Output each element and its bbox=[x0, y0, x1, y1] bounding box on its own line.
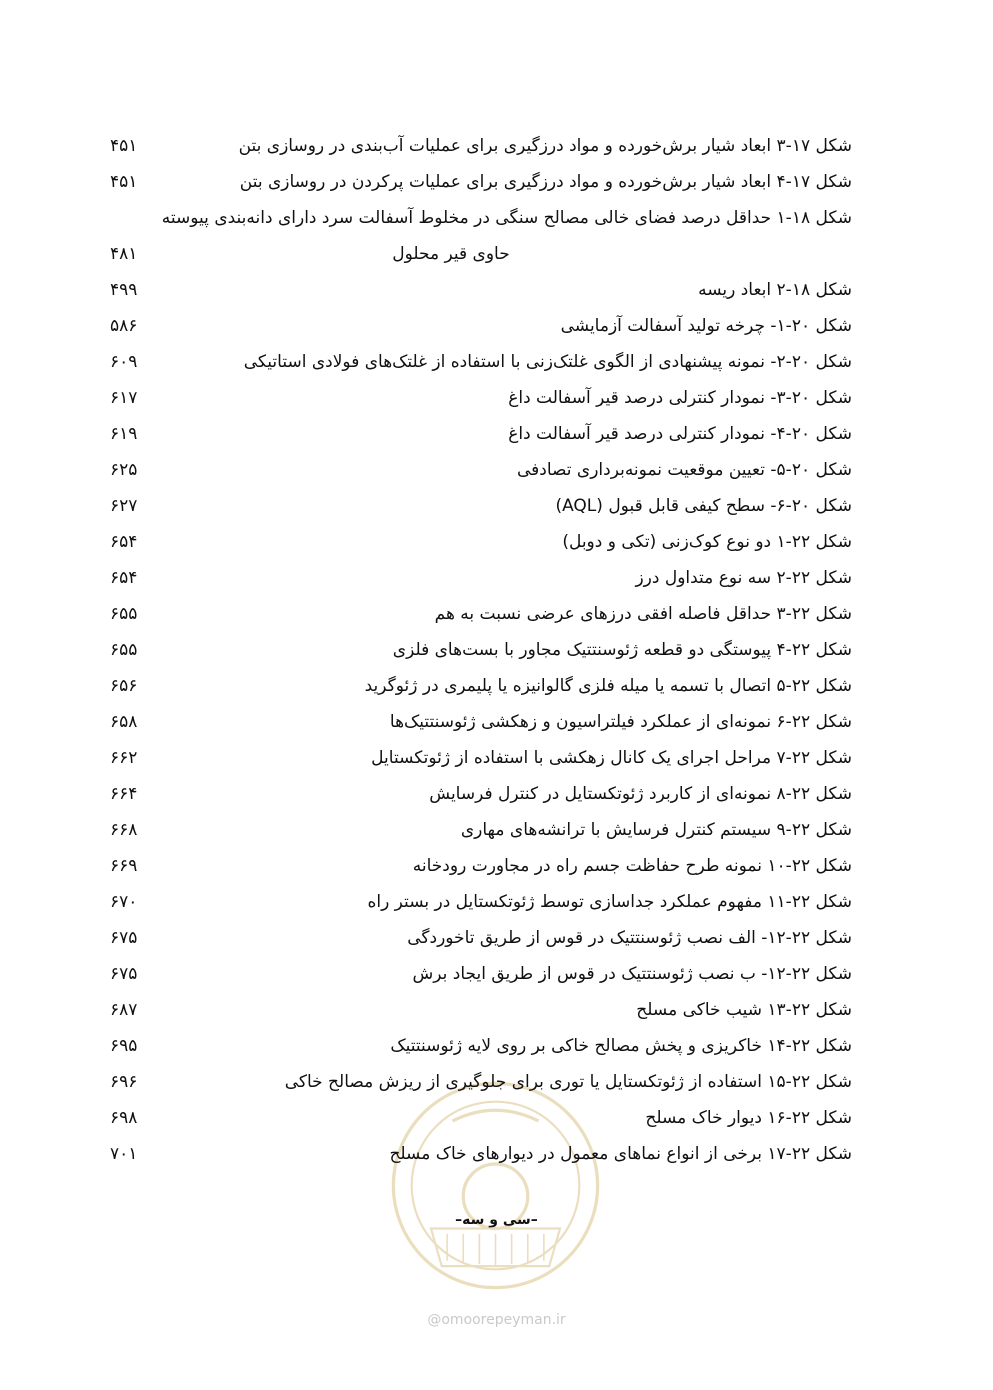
toc-entry-title: شکل ۲۲-۱۷ برخی از انواع نماهای معمول در دیوارهای خاک مسلح bbox=[389, 1144, 852, 1164]
toc-entry bbox=[110, 1064, 852, 1100]
toc-entry bbox=[110, 344, 852, 380]
toc-entry-title: شکل ۲۰-۵- تعیین موقعیت نمونه‌برداری تصادفی bbox=[516, 460, 852, 480]
toc-entry-page: ۶۵۵ bbox=[110, 640, 138, 660]
toc-entry bbox=[110, 740, 852, 776]
toc-entry-title: شکل ۲۲-۱۴ خاکریزی و پخش مصالح خاکی بر روی لایه ژئوسنتتیک bbox=[390, 1036, 852, 1056]
toc-entry bbox=[110, 704, 852, 740]
toc-entry-page: ۶۷۰ bbox=[110, 892, 138, 912]
toc-entry-page: ۶۶۸ bbox=[110, 820, 138, 840]
toc-entry-title: شکل ۱۷-۳ ابعاد شیار برش‌خورده و مواد درزگیری برای عملیات آب‌بندی در روسازی بتن bbox=[238, 136, 852, 156]
toc-entry bbox=[110, 668, 852, 704]
toc-entry-title: شکل ۱۸-۲ ابعاد ریسه bbox=[698, 280, 852, 300]
toc-entry-page: ۶۷۵ bbox=[110, 964, 138, 984]
toc-entry bbox=[110, 164, 852, 200]
toc-entry-page: ۶۲۷ bbox=[110, 496, 138, 516]
toc-entry bbox=[110, 992, 852, 1028]
toc-entry bbox=[110, 776, 852, 812]
toc-entry-title: شکل ۲۲-۱۰ نمونه طرح حفاظت جسم راه در مجاورت رودخانه bbox=[412, 856, 852, 876]
toc-entry-title: شکل ۲۲-۷ مراحل اجرای یک کانال زهکشی با استفاده از ژئوتکستایل bbox=[371, 748, 852, 768]
toc-entry-title: شکل ۲۰-۱- چرخه تولید آسفالت آزمایشی bbox=[560, 316, 852, 336]
toc-entry bbox=[110, 632, 852, 668]
toc-entry-page: ۶۵۵ bbox=[110, 604, 138, 624]
toc-entry-page: ۶۷۵ bbox=[110, 928, 138, 948]
toc-entry-page: ۷۰۱ bbox=[110, 1144, 138, 1164]
toc-entry-page: ۶۹۵ bbox=[110, 1036, 138, 1056]
toc-entry bbox=[110, 1100, 852, 1136]
toc-entry-page: ۶۵۸ bbox=[110, 712, 138, 732]
toc-entry-title: شکل ۲۰-۴- نمودار کنترلی درصد قیر آسفالت داغ bbox=[508, 424, 852, 444]
toc-entry bbox=[110, 128, 852, 164]
figure-list bbox=[110, 128, 852, 1172]
toc-entry-title: شکل ۲۰-۶- سطح کیفی قابل قبول (AQL) bbox=[555, 496, 852, 516]
toc-entry bbox=[110, 560, 852, 596]
toc-entry bbox=[110, 200, 852, 236]
toc-entry bbox=[110, 596, 852, 632]
toc-entry bbox=[110, 380, 852, 416]
toc-entry-page: ۶۵۴ bbox=[110, 568, 138, 588]
toc-entry bbox=[110, 1136, 852, 1172]
toc-entry-title: شکل ۲۲-۸ نمونه‌ای از کاربرد ژئوتکستایل در کنترل فرسایش bbox=[429, 784, 852, 804]
toc-entry-page: ۶۱۷ bbox=[110, 388, 138, 408]
toc-entry-title: شکل ۲۲-۲ سه نوع متداول درز bbox=[635, 568, 852, 588]
toc-entry-title: شکل ۱۷-۴ ابعاد شیار برش‌خورده و مواد درزگیری برای عملیات پرکردن در روسازی بتن bbox=[239, 172, 852, 192]
page-footer-number: –سی و سه– bbox=[455, 1212, 538, 1228]
toc-entry-page: ۶۰۹ bbox=[110, 352, 138, 372]
toc-entry-page: ۶۹۶ bbox=[110, 1072, 138, 1092]
toc-entry bbox=[110, 812, 852, 848]
toc-entry-page: ۶۲۵ bbox=[110, 460, 138, 480]
toc-entry-title: شکل ۲۲-۳ حداقل فاصله افقی درزهای عرضی نسبت به هم bbox=[434, 604, 852, 624]
toc-entry bbox=[110, 848, 852, 884]
toc-entry-page: ۶۵۴ bbox=[110, 532, 138, 552]
toc-entry-title: شکل ۲۲-۱ دو نوع کوک‌زنی (تکی و دوبل) bbox=[562, 532, 852, 552]
toc-entry bbox=[110, 956, 852, 992]
toc-entry bbox=[110, 524, 852, 560]
toc-entry-page: ۶۵۶ bbox=[110, 676, 138, 696]
toc-entry bbox=[110, 236, 852, 272]
toc-entry-title: شکل ۲۲-۱۵ استفاده از ژئوتکستایل یا توری برای جلوگیری از ریزش مصالح خاکی bbox=[284, 1072, 852, 1092]
toc-entry-title: شکل ۲۲-۵ اتصال با تسمه یا میله فلزی گالوانیزه یا پلیمری در ژئوگرید bbox=[364, 676, 852, 696]
toc-entry-page: ۶۶۹ bbox=[110, 856, 138, 876]
toc-entry-page: ۴۹۹ bbox=[110, 280, 138, 300]
toc-entry-page: ۴۸۱ bbox=[110, 244, 138, 264]
toc-entry-page: ۶۶۲ bbox=[110, 748, 138, 768]
toc-entry-title: شکل ۲۲-۶ نمونه‌ای از عملکرد فیلتراسیون و زهکشی ژئوسنتتیک‌ها bbox=[389, 712, 852, 732]
toc-entry bbox=[110, 884, 852, 920]
toc-entry bbox=[110, 1028, 852, 1064]
toc-entry-title: شکل ۲۲-۱۶ دیوار خاک مسلح bbox=[645, 1108, 852, 1128]
toc-entry-title: شکل ۱۸-۱ حداقل درصد فضای خالی مصالح سنگی در مخلوط آسفالت سرد دارای دانه‌بندی پیوسته bbox=[161, 208, 852, 228]
toc-entry bbox=[110, 272, 852, 308]
toc-entry-page: ۶۹۸ bbox=[110, 1108, 138, 1128]
toc-entry-page: ۵۸۶ bbox=[110, 316, 138, 336]
toc-entry-title: شکل ۲۲-۹ سیستم کنترل فرسایش با ترانشه‌های مهاری bbox=[460, 820, 852, 840]
toc-entry-title: شکل ۲۲-۱۲- الف نصب ژئوسنتتیک در قوس از طریق تاخوردگی bbox=[407, 928, 852, 948]
toc-entry-title: شکل ۲۰-۲- نمونه پیشنهادی از الگوی غلتک‌زنی با استفاده از غلتک‌های فولادی استاتیکی bbox=[243, 352, 852, 372]
toc-entry-title: شکل ۲۲-۱۱ مفهوم عملکرد جداسازی توسط ژئوتکستایل در بستر راه bbox=[367, 892, 852, 912]
toc-entry bbox=[110, 452, 852, 488]
toc-entry-title: شکل ۲۲-۱۲- ب نصب ژئوسنتتیک در قوس از طریق ایجاد برش bbox=[412, 964, 852, 984]
toc-entry-page: ۴۵۱ bbox=[110, 172, 138, 192]
toc-entry bbox=[110, 416, 852, 452]
toc-entry-title: حاوی قیر محلول bbox=[392, 244, 510, 264]
toc-entry-page: ۴۵۱ bbox=[110, 136, 138, 156]
toc-entry-page: ۶۸۷ bbox=[110, 1000, 138, 1020]
toc-entry-page: ۶۱۹ bbox=[110, 424, 138, 444]
toc-entry-title: شکل ۲۲-۴ پیوستگی دو قطعه ژئوسنتتیک مجاور با بست‌های فلزی bbox=[392, 640, 852, 660]
toc-entry bbox=[110, 488, 852, 524]
watermark-site: @omoorepeyman.ir bbox=[427, 1312, 566, 1328]
toc-entry-title: شکل ۲۰-۳- نمودار کنترلی درصد قیر آسفالت داغ bbox=[508, 388, 852, 408]
toc-entry bbox=[110, 308, 852, 344]
toc-entry bbox=[110, 920, 852, 956]
toc-entry-title: شکل ۲۲-۱۳ شیب خاکی مسلح bbox=[636, 1000, 852, 1020]
toc-entry-page: ۶۶۴ bbox=[110, 784, 138, 804]
